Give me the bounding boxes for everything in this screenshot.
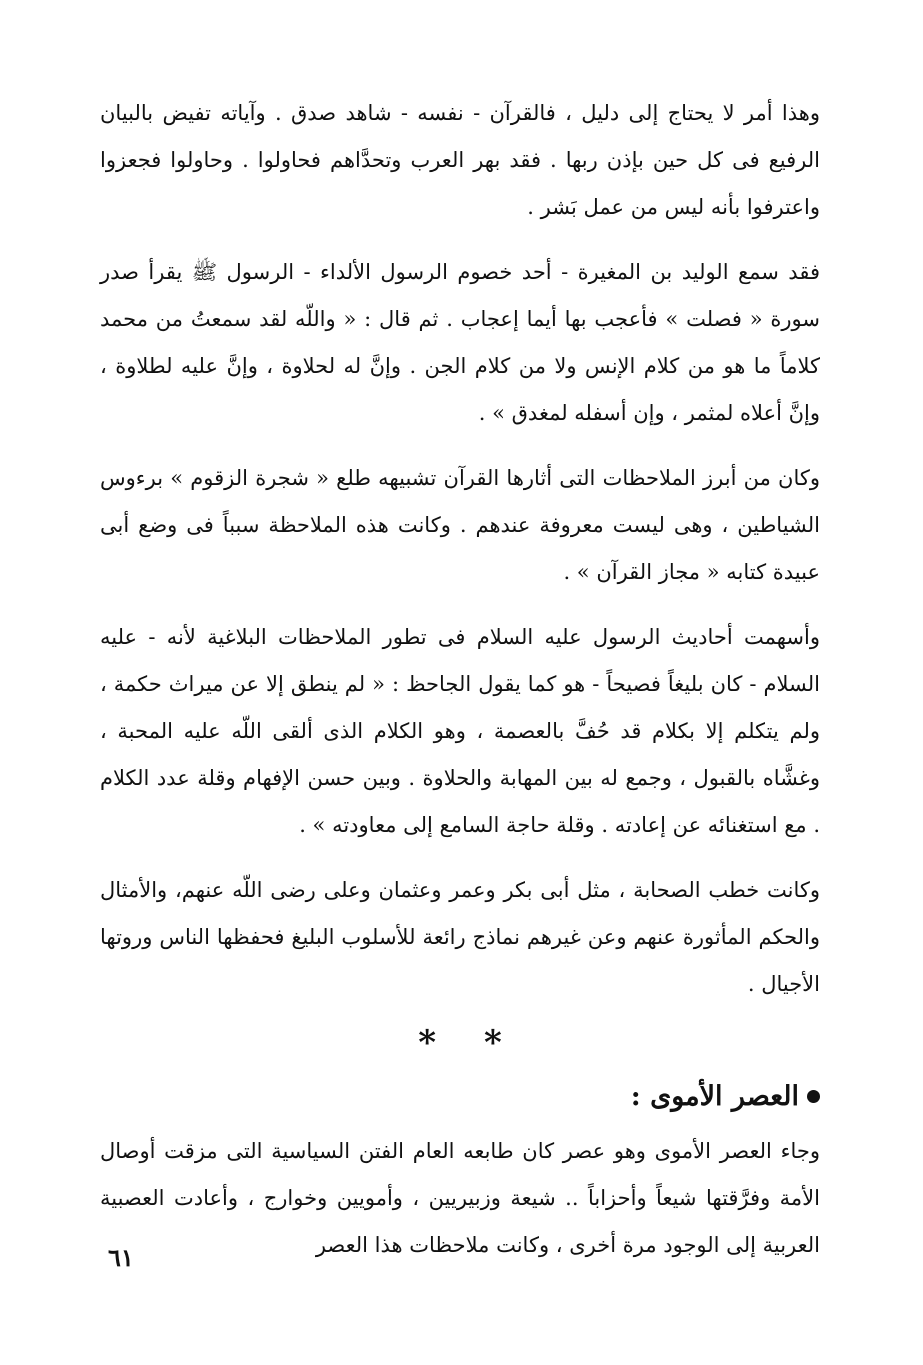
page-number: ٦١ — [108, 1243, 134, 1272]
bullet-icon — [807, 1090, 820, 1103]
separator-asterisk-left: * — [418, 1023, 436, 1063]
page-body — [100, 90, 820, 1287]
separator-asterisk-right: * — [484, 1023, 502, 1063]
paragraph-companions-sermons: وكانت خطب الصحابة ، مثل أبى بكر وعمر وعثمان وعلى رضى اللّه عنهم، والأمثال والحكم المأثورة عنهم وعن غيرهم نماذج رائعة للأسلوب البليغ فحفظها الناس وروتها الأجيال . — [100, 878, 820, 996]
paragraph-quran-evidence: وهذا أمر لا يحتاج إلى دليل ، فالقرآن - نفسه - شاهد صدق . وآياته تفيض بالبيان الرفيع فى كل حين بإذن ربها . فقد بهر العرب وتحدَّاهم فحاولوا . وحاولوا فجعزوا واعترفوا بأنه ليس من عمل بَشر . — [100, 101, 820, 219]
section-heading-text: العصر الأموى : — [630, 1080, 799, 1112]
paragraph-prophet-hadith: وأسهمت أحاديث الرسول عليه السلام فى تطور الملاحظات البلاغية لأنه - عليه السلام - كان بليغاً فصيحاً - هو كما يقول الجاحظ : « لم ينطق إلا عن ميراث حكمة ، ولم يتكلم إلا بكلام قد حُفَّ بالعصمة ، وهو الكلام الذى ألقى اللّه عليه المحبة ، وغشَّاه بالقبول ، وجمع له بين المهابة والحلاوة . وبين حسن الإفهام وقلة عدد الكلام . مع استغنائه عن إعادته . وقلة حاجة السامع إلى معاودته » . — [100, 625, 820, 837]
paragraph-walid-ibn-mughira: فقد سمع الوليد بن المغيرة - أحد خصوم الرسول الألداء - الرسول ﷺ يقرأ صدر سورة « فصلت » فأعجب بها أيما إعجاب . ثم قال : « واللّه لقد سمعتُ من محمد كلاماً ما هو من كلام الإنس ولا من كلام الجن . وإنَّ له لحلاوة ، وإنَّ عليه لطلاوة ، وإنَّ أعلاه لمثمر ، وإن أسفله لمغدق » . — [100, 260, 820, 425]
section-heading-umayyad — [100, 1074, 820, 1118]
paragraph-umayyad-era: وجاء العصر الأموى وهو عصر كان طابعه العام الفتن السياسية التى مزقت أوصال الأمة وفرَّقتها شيعاً وأحزاباً .. شيعة وزبيريين ، وأمويين وخوارج ، وأعادت العصبية العربية إلى الوجود مرة أخرى ، وكانت ملاحظات هذا العصر — [100, 1139, 820, 1257]
paragraph-zaqqum-tree: وكان من أبرز الملاحظات التى أثارها القرآن تشبيهه طلع « شجرة الزقوم » برءوس الشياطين ، وهى ليست معروفة عندهم . وكانت هذه الملاحظة سبباً فى وضع أبى عبيدة كتابه « مجاز القرآن » . — [100, 466, 820, 584]
section-separator — [100, 1018, 820, 1068]
